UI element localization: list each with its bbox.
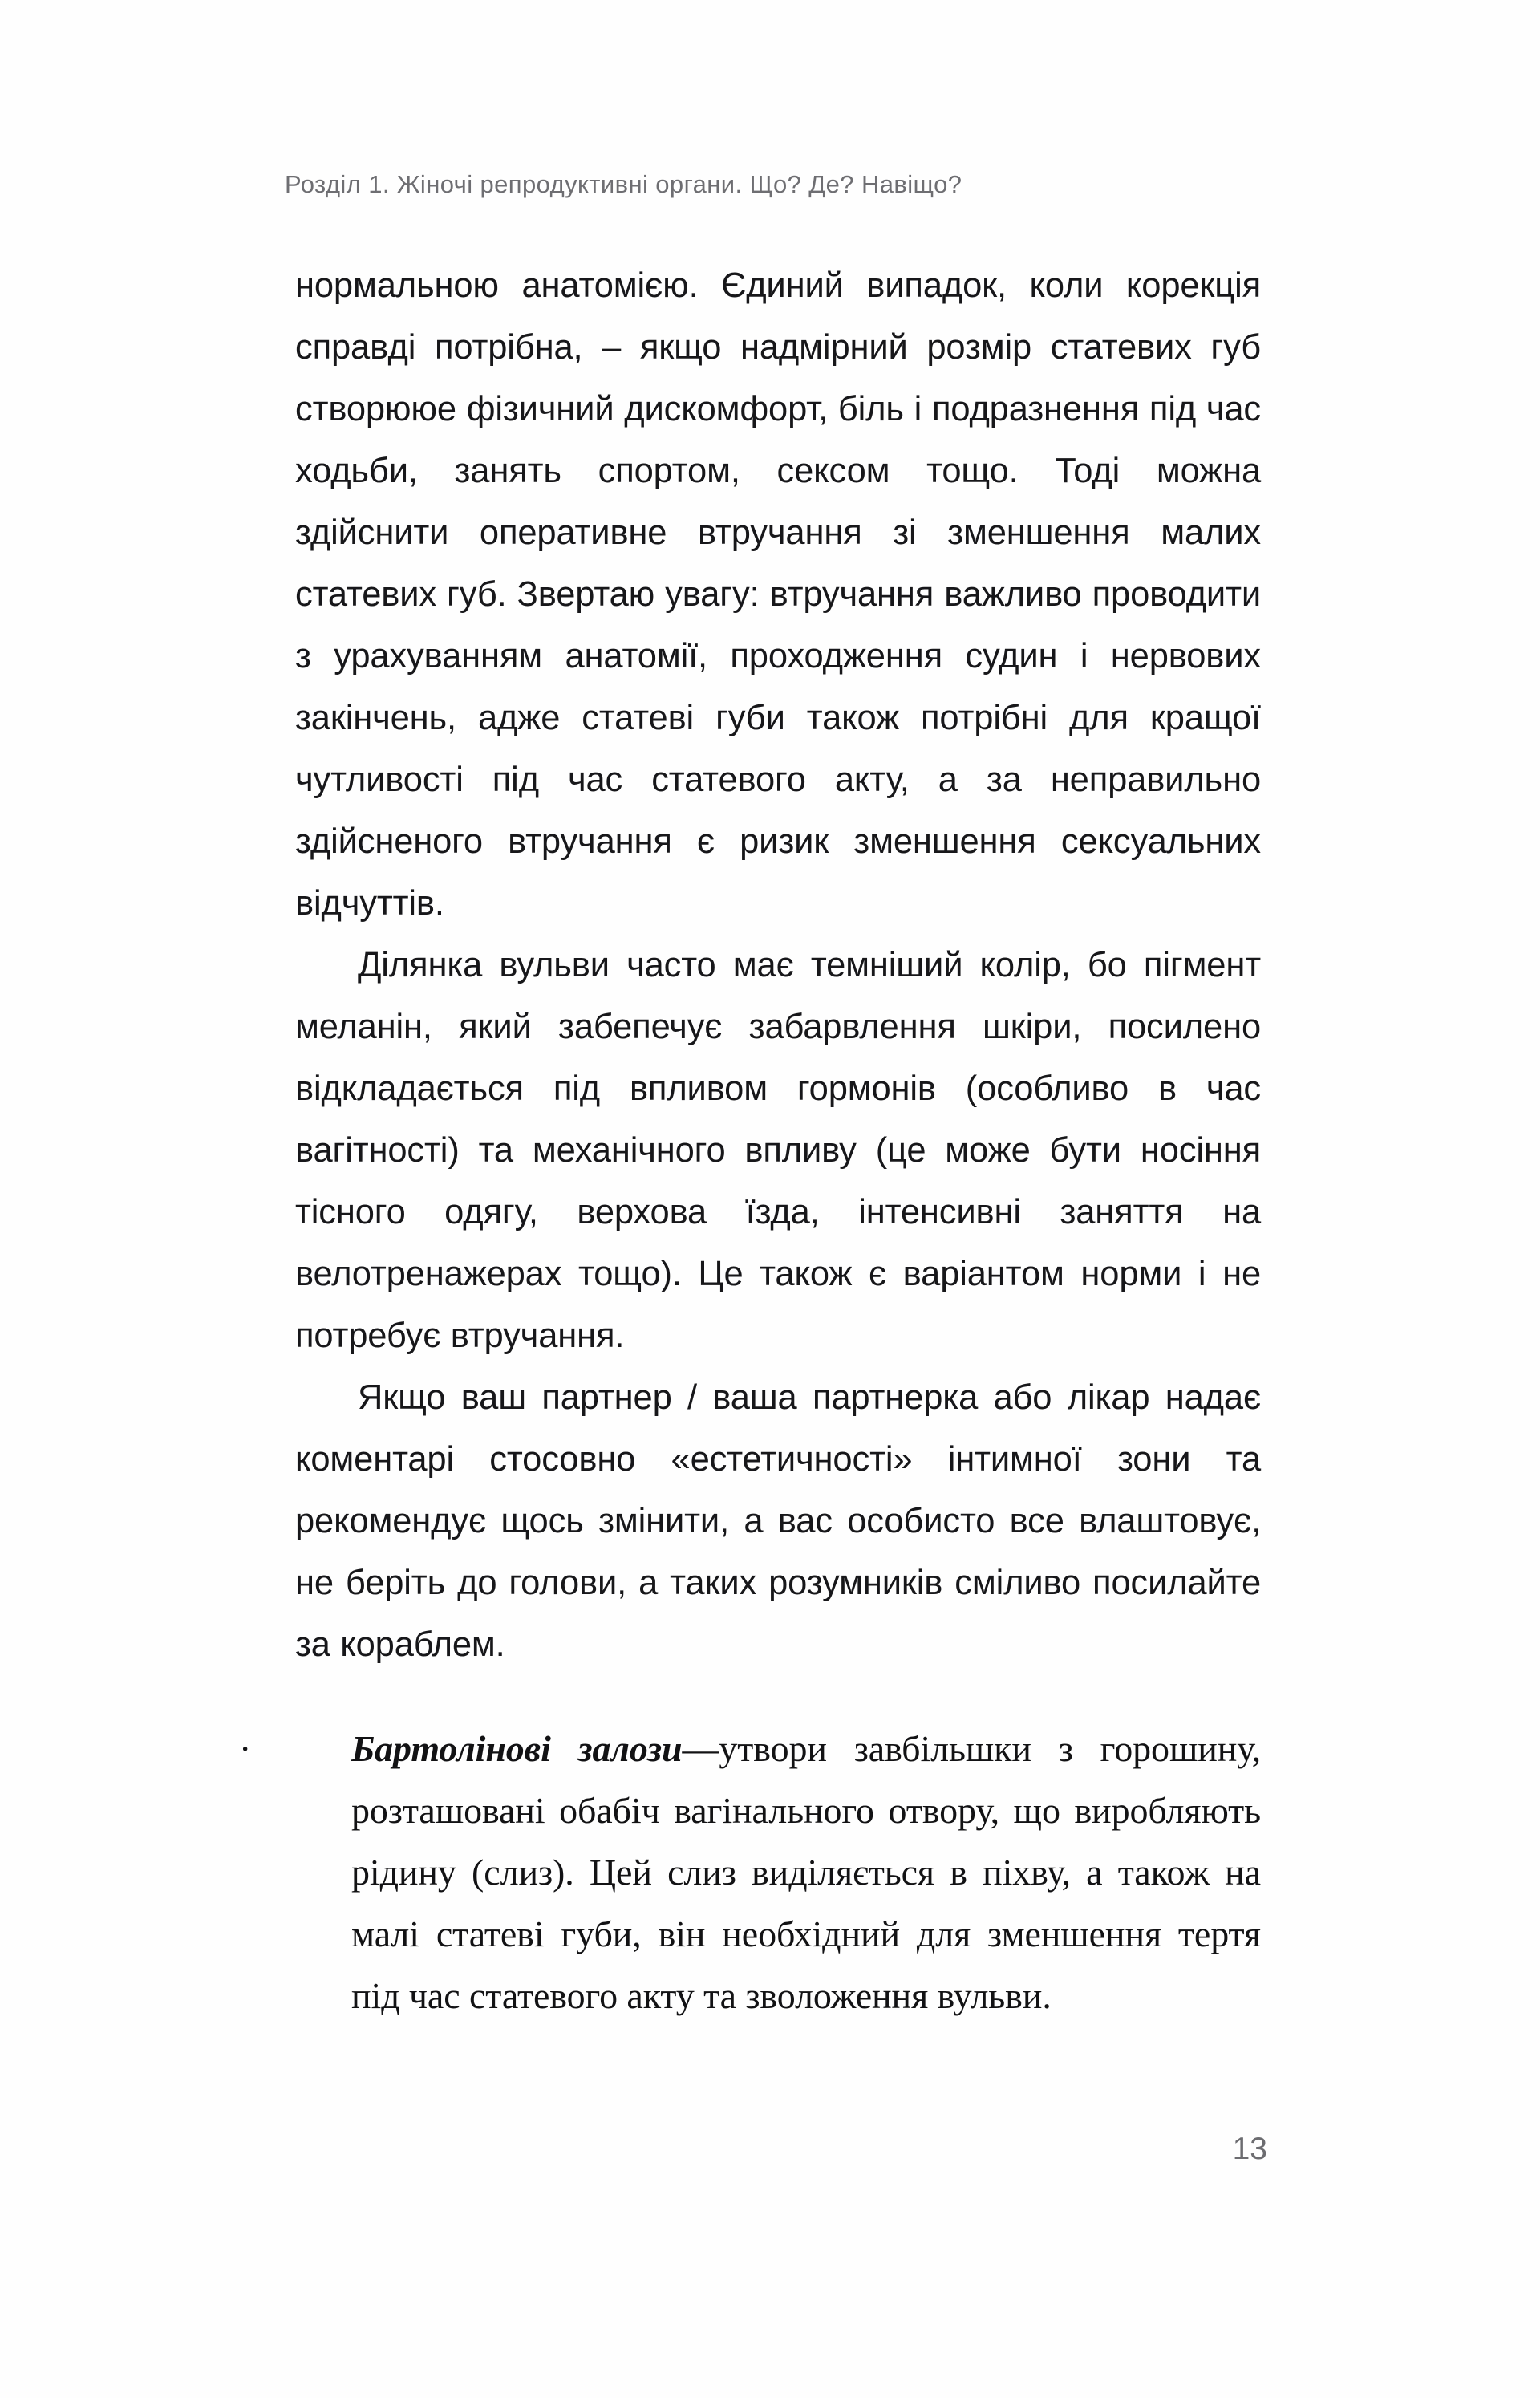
bullet-marker-icon: · [239, 1728, 252, 1769]
running-header: Розділ 1. Жіночі репродуктивні органи. Що? Де? Навіщо? [285, 170, 962, 198]
bullet-list [239, 1718, 1262, 2027]
body-paragraph: нормальною анатомією. Єдиний випадок, коли корекція справді потрібна, – якщо надмірний розмір статевих губ створююе фізичний дискомфорт, біль і подразнення під час ходьби, занять спортом, сексом тощо. Тоді можна здійснити оперативне втручання зі зменшення малих статевих губ. Звертаю увагу: втручання важливо проводити з урахуванням анатомії, проходження судин і нервових закінчень, адже статеві губи також потрібні для кращої чутливості під час статевого акту, а за неправильно здійсненого втручання є ризик зменшення сексуальних відчуттів. [295, 266, 1261, 923]
list-item [239, 1718, 1262, 2027]
list-item-term: Бартолінові залози [351, 1728, 683, 1769]
page-number: 13 [1232, 2132, 1267, 2166]
list-item-definition: —утвори завбільшки з горошину, розташовані обабіч вагінального отвору, що виробляють рідину (слиз). Цей слиз виділяється в піхву, а також на малі статеві губи, він необхідний для зменшення тертя під час статевого акту та зволоження вульви. [351, 1728, 1262, 2016]
body-paragraph: Ділянка вульви часто має темніший колір, бо пігмент меланін, який забепечує забарвлення шкіри, посилено відкладається під впливом гормонів (особливо в час вагітності) та механічного впливу (це може бути носіння тісного одягу, верхова їзда, інтенсивні заняття на велотренажерах тощо). Це також є варіантом норми і не потребує втручання. [295, 946, 1261, 1355]
body-paragraph: Якщо ваш партнер / ваша партнерка або лікар надає коментарі стосовно «естетичності» інтимної зони та рекомендує щось змінити, а вас особисто все влаштовує, не беріть до голови, а таких розумників сміливо посилайте за кораблем. [295, 1378, 1261, 1664]
text-column [239, 255, 1262, 2027]
